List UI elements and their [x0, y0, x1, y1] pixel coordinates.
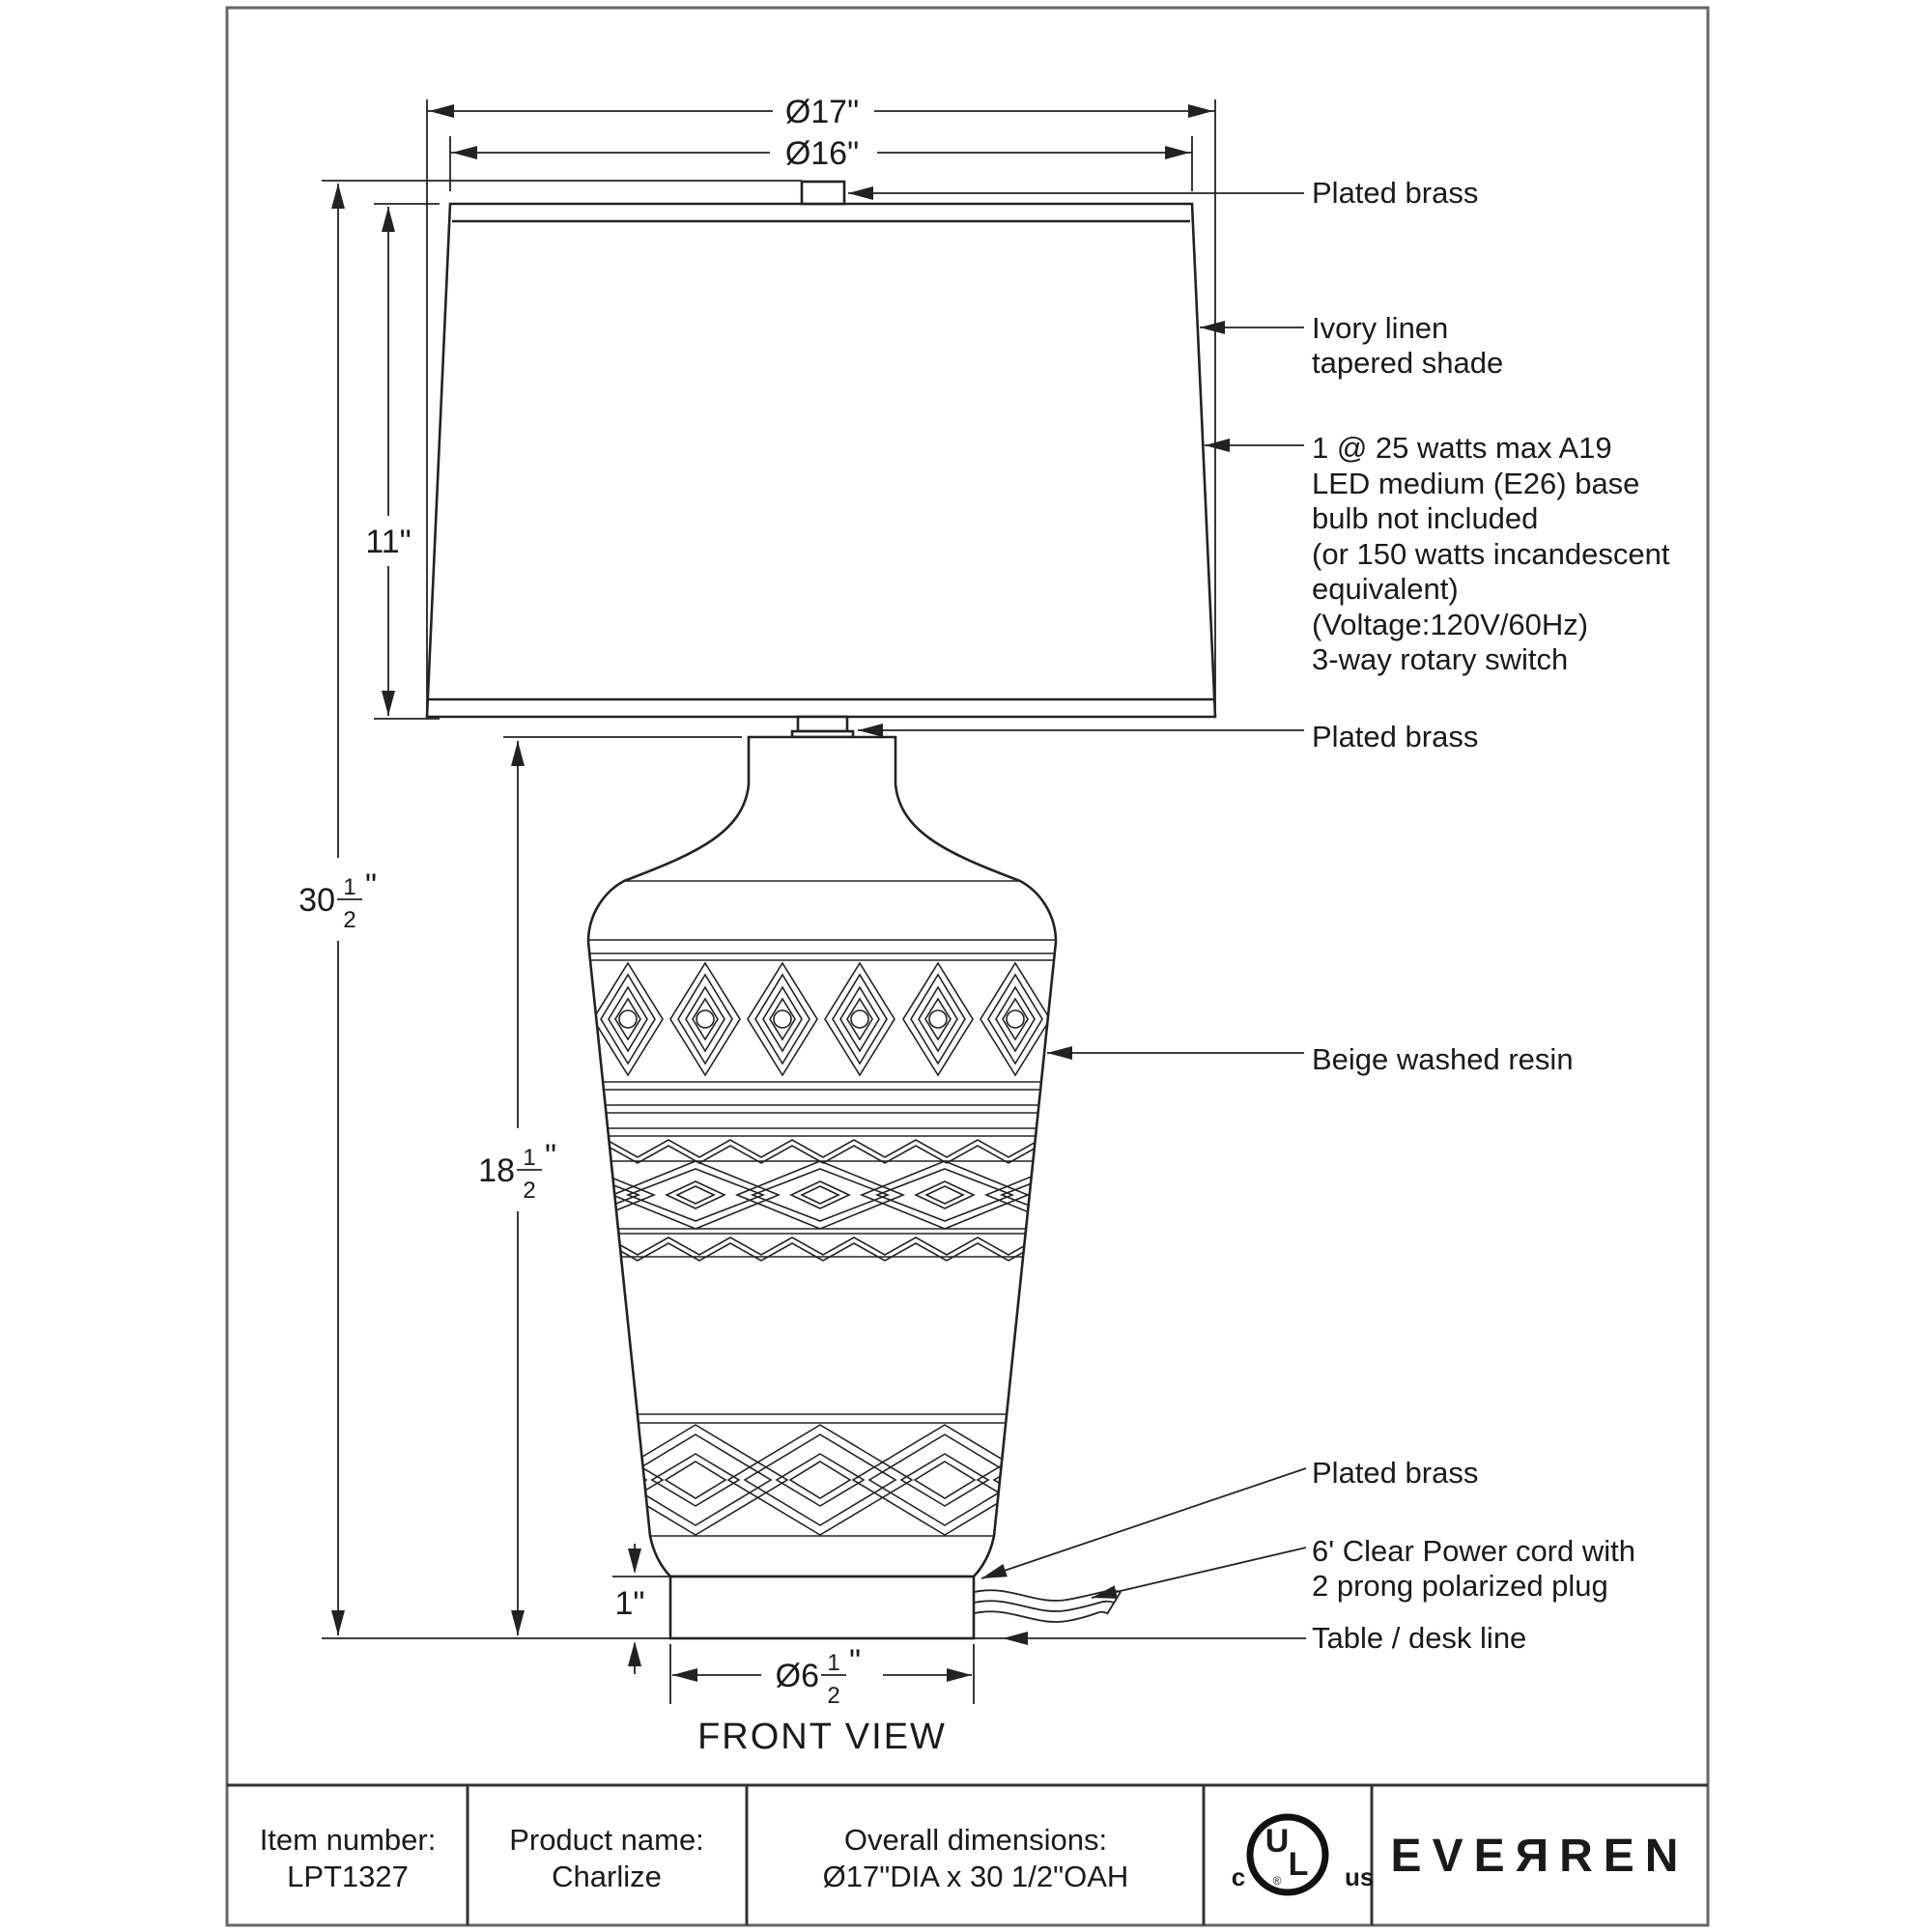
label-finial-material: Plated brass [1312, 176, 1479, 210]
label-body-material: Beige washed resin [1312, 1042, 1574, 1076]
dim-base-diameter [776, 1643, 861, 1709]
svg-text:2: 2 [343, 907, 356, 933]
ul-certification-icon [1232, 1817, 1375, 1892]
label-cord-1: 6' Clear Power cord with [1312, 1534, 1635, 1568]
neck-connector [792, 717, 853, 737]
product-name-label: Product name: [509, 1823, 704, 1857]
spec-table-content [260, 1817, 1690, 1893]
view-label: FRONT VIEW [697, 1717, 947, 1757]
label-cord-2: 2 prong polarized plug [1312, 1569, 1608, 1603]
item-number-value: LPT1327 [287, 1860, 409, 1893]
svg-text:bulb not included: bulb not included [1312, 501, 1539, 535]
svg-text:us: us [1345, 1862, 1375, 1891]
svg-text:Ø6: Ø6 [775, 1658, 819, 1694]
svg-text:U: U [1264, 1823, 1290, 1860]
label-table-desk-line: Table / desk line [1312, 1621, 1527, 1655]
dim-overall-height [298, 867, 377, 933]
svg-text:3-way rotary switch: 3-way rotary switch [1312, 642, 1569, 676]
overall-dimensions-label: Overall dimensions: [843, 1823, 1108, 1857]
svg-text:18: 18 [478, 1152, 515, 1189]
label-bulb-spec [1312, 431, 1670, 676]
label-neck-material: Plated brass [1312, 720, 1479, 753]
svg-text:": " [545, 1138, 557, 1175]
item-number-label: Item number: [259, 1823, 437, 1857]
brand-logo: EVEЯREN [1390, 1831, 1690, 1882]
overall-dimensions-value: Ø17"DIA x 30 1/2"OAH [822, 1860, 1129, 1893]
label-shade-material-2: tapered shade [1312, 346, 1504, 380]
svg-text:LED medium (E26) base: LED medium (E26) base [1312, 467, 1640, 500]
label-base-material: Plated brass [1312, 1456, 1479, 1490]
svg-text:(or 150 watts incandescent: (or 150 watts incandescent [1312, 537, 1670, 571]
svg-text:1: 1 [827, 1650, 840, 1676]
svg-text:1: 1 [343, 874, 356, 900]
svg-text:1 @ 25 watts max A19: 1 @ 25 watts max A19 [1312, 431, 1612, 465]
svg-text:": " [849, 1643, 862, 1680]
svg-text:1: 1 [523, 1145, 536, 1171]
dim-shade-height: 11" [365, 524, 412, 560]
label-shade-material-1: Ivory linen [1312, 311, 1449, 345]
finial [802, 182, 844, 204]
svg-text:L: L [1288, 1846, 1309, 1883]
base-plinth [670, 1577, 974, 1638]
dim-body-height [478, 1138, 556, 1204]
svg-text:2: 2 [827, 1683, 840, 1709]
svg-text:equivalent): equivalent) [1312, 572, 1459, 606]
lamp-shade [427, 182, 1215, 717]
svg-text:30: 30 [298, 882, 335, 919]
dim-base-height: 1" [614, 1585, 645, 1622]
svg-text:2: 2 [523, 1178, 536, 1204]
svg-text:®: ® [1272, 1874, 1282, 1888]
svg-text:(Voltage:120V/60Hz): (Voltage:120V/60Hz) [1312, 608, 1589, 641]
svg-text:c: c [1231, 1862, 1246, 1891]
product-name-value: Charlize [552, 1860, 662, 1893]
dim-shade-top-diameter: Ø16" [784, 135, 860, 172]
dim-shade-bottom-diameter: Ø17" [784, 94, 860, 130]
svg-text:": " [365, 867, 378, 904]
